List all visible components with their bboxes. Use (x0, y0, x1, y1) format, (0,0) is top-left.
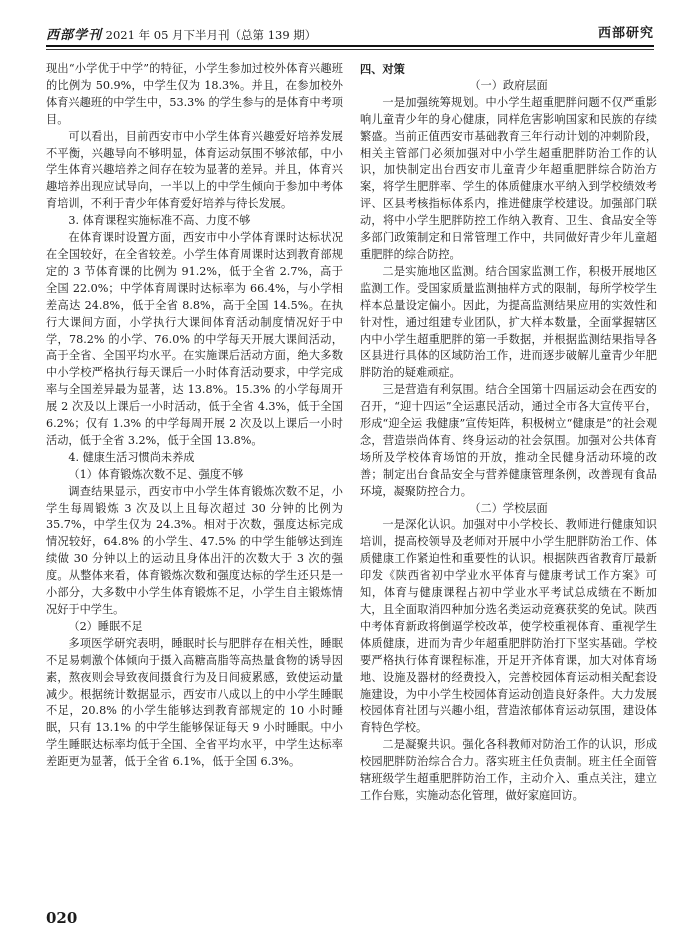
paragraph: 二是实施地区监测。结合国家监测工作，积极开展地区监测工作。受国家质量监测抽样方式的限制，每所学校学生样本总量设定偏小。因此，为提高监测结果应用的实效性和针对性，通过组建专业团队，扩大样本数量，全面掌握辖区内中小学生超重肥胖的第一手数据，并根据监测结果指导各区县进行具体的区域防治工作，进而逐步破解儿童青少年肥胖防治的疑难顽症。 (360, 264, 657, 380)
paragraph: 现出“小学优于中学”的特征，小学生参加过校外体育兴趣班的比例为 50.9%，中学生仅为 18.3%。并且，在参加校外体育兴趣班的中学生中，53.3% 的学生参与的是体育中考项目。 (46, 62, 343, 126)
paragraph: （二）学校层面 (469, 501, 548, 515)
paragraph: 在体育课时设置方面，西安市中小学体育课时达标状况在全国较好，在全省较差。小学生体育周课时达到教育部规定的 3 节体育课的比例为 91.2%，低于全省 2.7%，高于全国 22.0%；中学体育周课时达标率为 66.4%，与小学相差高达 24.8%，低于全省 8.8%，高于全国 14.5%。在执行大课间方面，小学执行大课间体育活动制度情况好于中学，78.2% 的小学、76.0% 的中学每天开展大课间活动，高于全省、全国平均水平。在实施课后活动方面，绝大多数中小学校严格执行每天课后一小时体育活动要求，中学完成率与全国差异最为显著，达 13.8%。15.3% 的小学每周开展 2 次及以上课后一小时活动，低于全省 4.3%，低于全国 6.2%；仅有 1.3% 的中学每周开展 2 次及以上课后一小时活动，低于全省 3.2%，低于全国 13.8%。 (46, 231, 343, 447)
paragraph: 四、对策 (360, 62, 405, 76)
paragraph: 三是营造有利氛围。结合全国第十四届运动会在西安的召开，“迎十四运”全运惠民活动，通过全市各大宣传平台，形成“迎全运 我健康”宣传矩阵，积极树立“健康是”的社会观念，营造崇尚体育、终身运动的社会氛围。加强对公共体育场所及学校体育场馆的开放，推动全民健身活动环境的改善；制定出台食品安全与营养健康管理条例，改善现有食品环境，凝聚防控合力。 (360, 383, 657, 498)
journal-info (46, 24, 316, 43)
paragraph: 调查结果显示，西安市中小学生体育锻炼次数不足，小学生每周锻炼 3 次及以上且每次超过 30 分钟的比例为 35.7%，中学生仅为 24.3%。相对于次数，强度达标完成情况较好，64.8% 的小学生、47.5% 的中学生能够达到连续做 30 分钟以上的运动且身体出汗的次数大于 3 次的强度。从整体来看，体育锻炼次数和强度达标的学生还只是一小部分，大多数中小学生体育锻炼不足，小学生自主锻炼情况好于中学生。 (46, 484, 343, 616)
right-column (360, 61, 657, 805)
paragraph: （一）政府层面 (469, 78, 548, 92)
paragraph: 4. 健康生活习惯尚未养成 (68, 450, 195, 464)
paragraph: （2）睡眠不足 (68, 619, 143, 633)
section-label: 西部研究 (597, 26, 654, 41)
paragraph: 3. 体育课程实施标准不高、力度不够 (68, 214, 251, 228)
paragraph: 二是凝聚共识。强化各科教师对防治工作的认识，形成校园肥胖防治综合合力。落实班主任负责制。班主任全面管辖班级学生超重肥胖防治工作，主动介入、重点关注，建立工作台账，实施动态化管理，做好家庭回访。 (360, 738, 657, 802)
paragraph: 多项医学研究表明，睡眠时长与肥胖存在相关性，睡眠不足易刺激个体倾向于摄入高糖高脂等高热量食物的诱导因素，熬夜则会导致夜间摄食行为及日间疲累感，致使运动量减少。根据统计数据显示，西安市八成以上的中小学生睡眠不足，20.8% 的小学生能够达到教育部规定的 10 小时睡眠，只有 13.1% 的中学生能够保证每天 9 小时睡眠。中小学生睡眠达标率均低于全国、全省平均水平，中学生达标率差距更为显著，低于全省 6.1%，低于全国 6.3%。 (46, 636, 343, 769)
left-column (46, 61, 343, 771)
header-rule (46, 45, 654, 47)
journal-masthead: 西部学刊 (46, 28, 103, 43)
header-rule-thin (46, 49, 654, 50)
page-number: 020 (46, 909, 78, 927)
paragraph: 一是深化认识。加强对中小学校长、教师进行健康知识培训，提高校领导及老师对开展中小学生肥胖防治工作、体质健康工作紧迫性和重要性的认识。根据陕西省教育厅最新印发《陕西省初中学业水平体育与健康考试工作方案》可知，体育与健康课程占初中学业水平考试总成绩在不断加大，且全面取消四种加分选名类运动竞赛获奖的免试。陕西中考体育新政将倒逼学校改革，使学校重视体育、重视学生体质健康，进而为青少年超重肥胖防治打下坚实基础。学校要严格执行体育课程标准，开足开齐体育课，加大对体育场地、设施及器材的经费投入，完善校园体育运动相关配套设施建设，为中小学生校园体育运动创造良好条件。大力发展校园体育社团与兴趣小组，营造浓郁体育运动氛围，建设体育特色学校。 (360, 518, 657, 735)
paragraph: 可以看出，目前西安市中小学生体育兴趣爱好培养发展不平衡，兴趣导向不够明显，体育运动氛围不够浓郁，中小学生体育兴趣培养之间存在较为显著的差异。并且，体育兴趣培养出现应试导向，一半以上的中学生倾向于参加中考体育培训，不利于青少年体育爱好培养与待长发展。 (46, 129, 343, 211)
paragraph: （1）体育锻炼次数不足、强度不够 (68, 467, 244, 481)
running-header (46, 18, 654, 44)
paragraph: 一是加强统筹规划。中小学生超重肥胖问题不仅严重影响儿童青少年的身心健康，同样危害影响国家和民族的存续繁盛。当前正值西安市基础教育三年行动计划的冲刺阶段，相关主管部门必须加强对中小学生超重肥胖防治工作的认识，加快制定出台西安市儿童青少年超重肥胖综合防治方案，将学生肥胖率、学生的体质健康水平纳入到学校绩效考评、区县考核指标体系内，推进健康学校建设。加强部门联动，将中小学生肥胖防控工作纳入教育、卫生、食品安全等多部门政策制定和日常管理工作中，共同做好青少年儿童超重肥胖的综合防控。 (360, 95, 657, 261)
issue-info: 2021 年 05 月下半月刊（总第 139 期） (105, 28, 317, 42)
